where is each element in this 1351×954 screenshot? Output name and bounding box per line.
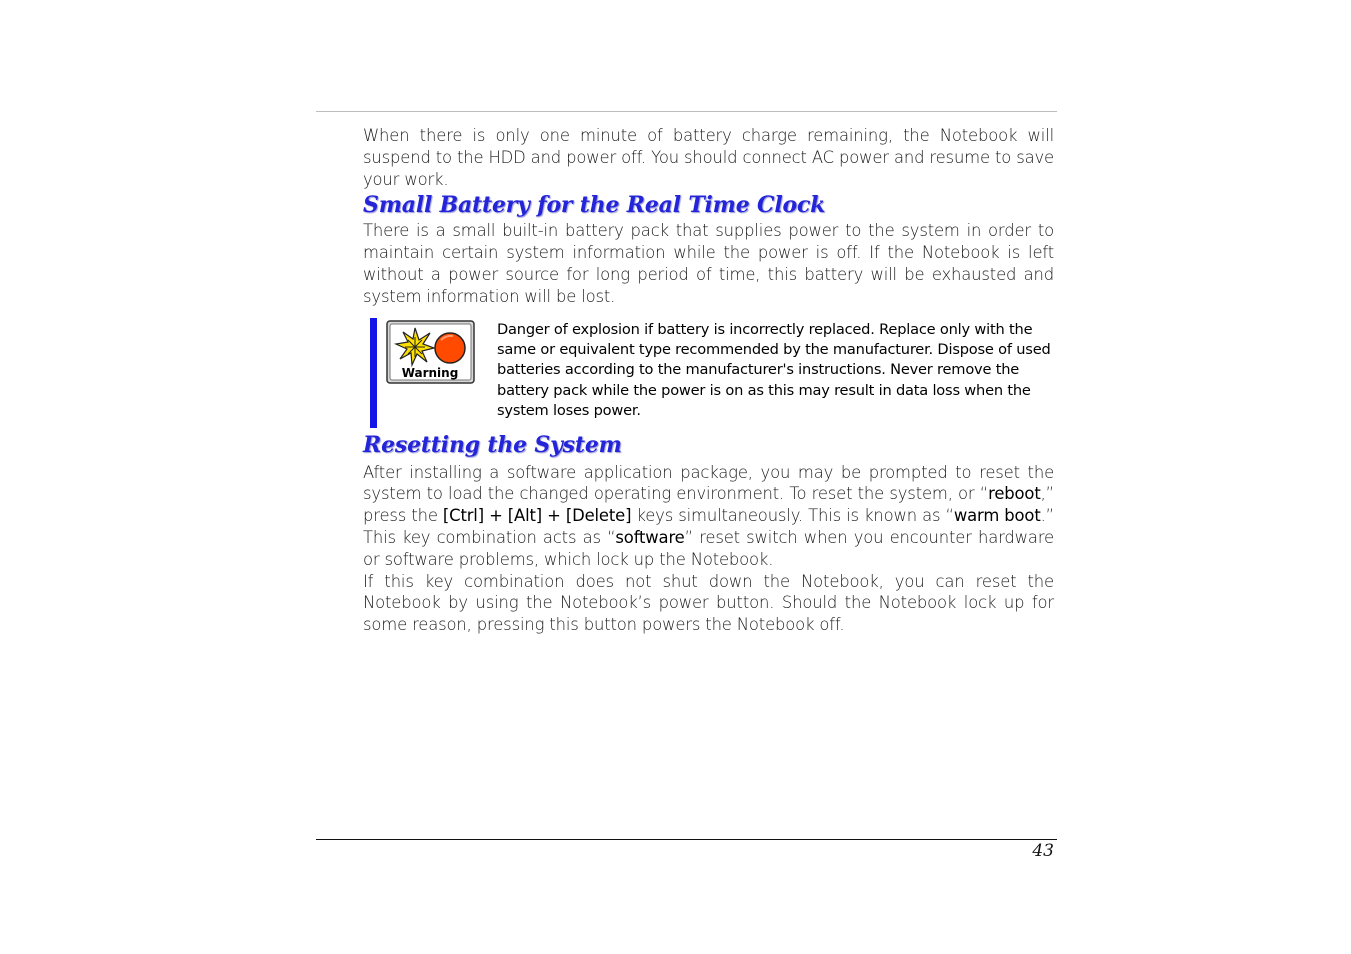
reset-heading: Resetting the System <box>363 431 622 458</box>
software-term: software <box>615 527 685 547</box>
key-combination: [Ctrl] + [Alt] + [Delete] <box>442 506 632 526</box>
reboot-term: reboot <box>988 484 1041 504</box>
header-rule <box>316 111 1057 112</box>
warning-bar <box>370 318 377 428</box>
warning-text: Danger of explosion if battery is incorrectly replaced. Replace only with the same or equivalent type recommended by the manufacturer. Dispose of used batteries according to the manufacturer's instructions. Never remove the battery pack while the power is on as this may result in data loss when the system loses power. <box>497 320 1051 420</box>
reset-paragraph-2: If this key combination does not shut down the Notebook, you can reset the Notebook by using the Notebook’s power button. Should the Notebook lock up for some reason, pressing this button powers the Notebook off. <box>363 571 1054 635</box>
warm-boot-term: warm boot <box>953 506 1041 526</box>
rtc-heading: Small Battery for the Real Time Clock <box>363 192 826 219</box>
page-number: 43 <box>1032 841 1054 861</box>
warning-icon <box>386 320 475 384</box>
rtc-paragraph: There is a small built-in battery pack that supplies power to the system in order to maintain certain system information while the power is off. If the Notebook is left without a power source for long period of time, this battery will be exhausted and system information will be lost. <box>363 221 1054 306</box>
footer-rule <box>316 839 1057 840</box>
reset-paragraph-1: After installing a software application package, you may be prompted to reset the system to load the changed operating environment. To reset the system, or “reboot,” press the [Ctrl] + [Alt] + [Delete] keys simultaneously. This is known as “warm boot.” This key combination acts as “software” reset switch when you encounter hardware or software problems, which lock up the Notebook. <box>363 462 1054 569</box>
page-content <box>363 125 1054 636</box>
warning-icon-label: Warning <box>401 365 459 380</box>
warning-callout <box>363 314 1054 428</box>
intro-paragraph: When there is only one minute of battery charge remaining, the Notebook will suspend to the HDD and power off. You should connect AC power and resume to save your work. <box>363 126 1054 189</box>
